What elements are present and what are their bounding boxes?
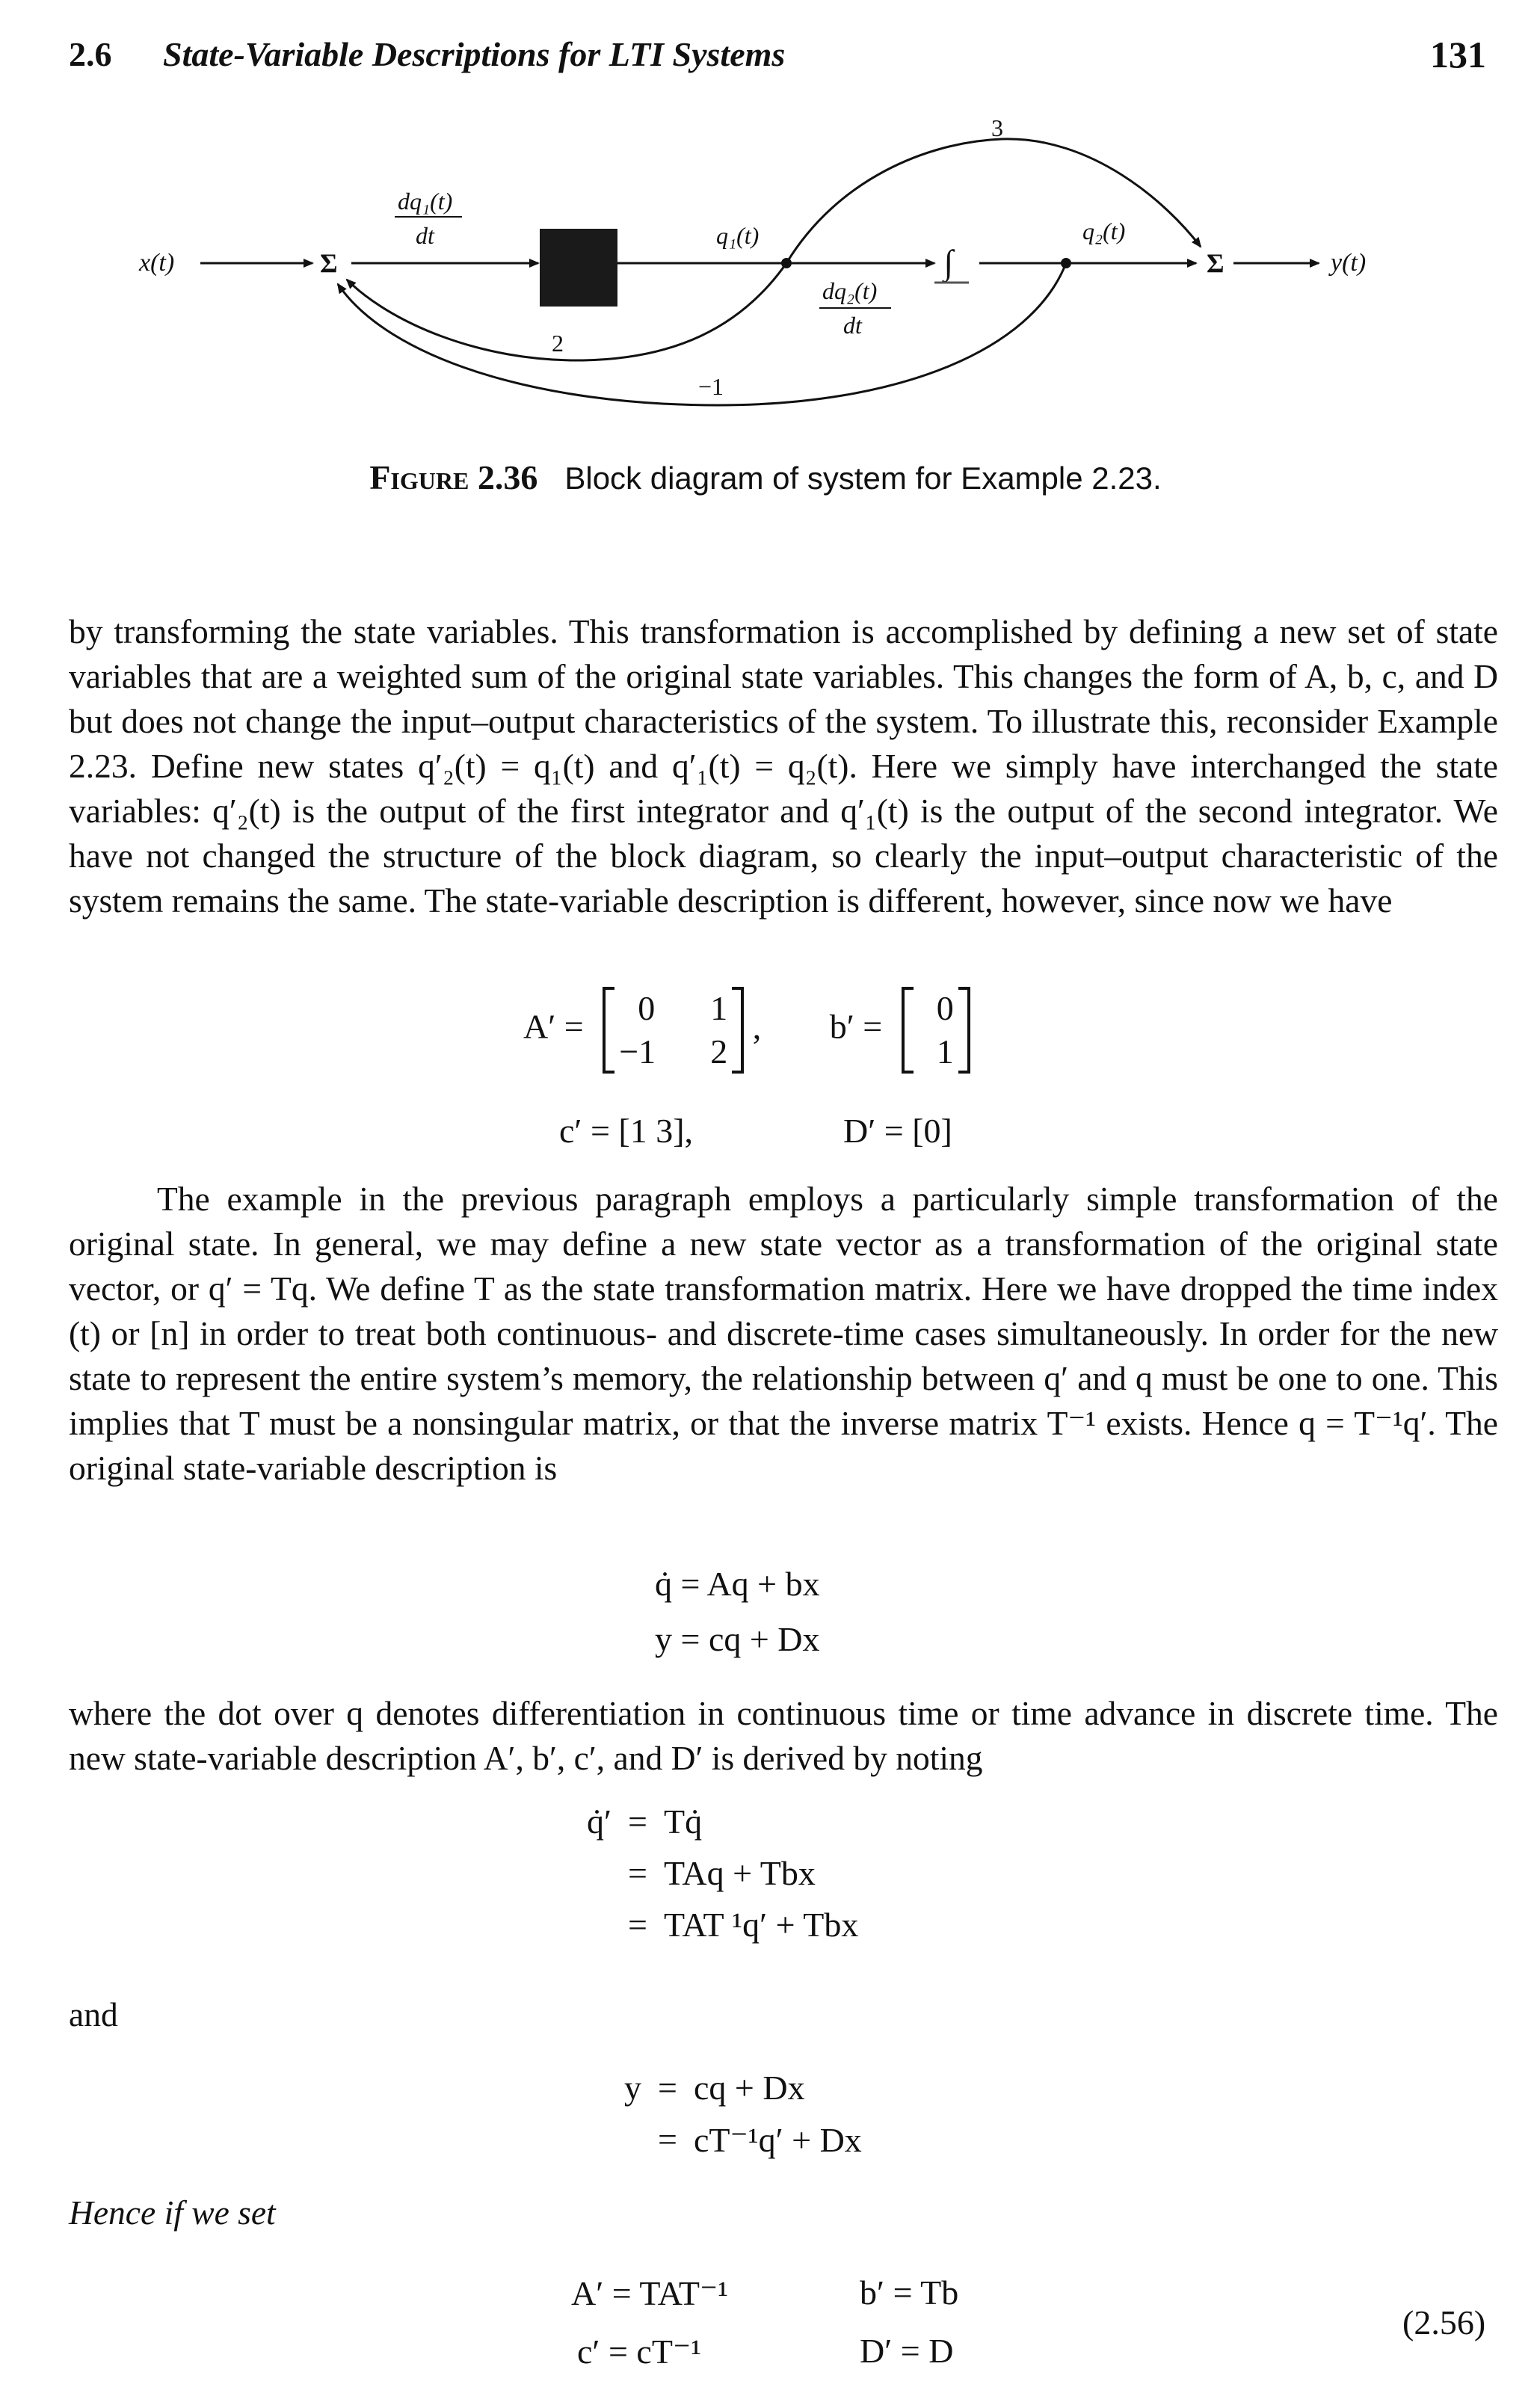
- figure-caption-label: Figure 2.36: [369, 458, 538, 496]
- result-bprime: b′ = Tb: [860, 2273, 959, 2312]
- equation-output: y = cq + Dx: [655, 1620, 820, 1658]
- block-diagram: [0, 97, 1531, 456]
- page-number: 131: [1430, 34, 1486, 76]
- derivation-y-line-2: cT⁻¹q′ + Dx: [694, 2121, 862, 2159]
- bprime-r1: 0: [936, 989, 954, 1027]
- section-title: State-Variable Descriptions for LTI Systems: [163, 35, 786, 73]
- equation-number: (2.56): [1402, 2303, 1486, 2341]
- bprime-matrix: [902, 987, 970, 1074]
- derivation-y: y = cq + Dx = cT⁻¹q′ + Dx: [544, 2068, 862, 2160]
- derivation-y-lhs: y: [624, 2069, 641, 2107]
- Aprime-r2c2: 2: [710, 1032, 728, 1071]
- dq1-denominator: dt: [416, 222, 434, 249]
- derivation-line-1: Tq̇: [664, 1802, 703, 1841]
- gain-neg1-label: −1: [698, 373, 724, 400]
- derivation-lhs: q̇′: [586, 1802, 612, 1841]
- equation-state: q̇ = Aq + bx: [655, 1565, 820, 1603]
- q2-label: q₂(t): [1082, 218, 1126, 244]
- input-label: x(t): [139, 249, 175, 277]
- paragraph-2: The example in the previous paragraph employs a particularly simple transformation of the original state. In general, we may define a new state vector as a transformation of the original state vector, or q′ = Tq. We define T as the state transformation matrix. Here we have dropped the time index (t) or [n] in order to treat both continuous- and discrete-time cases simultaneously. In order for the new state to represent the entire system’s memory, the relationship between q′ and q must be one to one. This implies that T must be a nonsingular matrix, or that the inverse matrix T⁻¹ exists. Hence q = T⁻¹q′. The original state-variable description is: [69, 1180, 1498, 1487]
- result-cprime: c′ = cT⁻¹: [577, 2332, 702, 2371]
- gain-2-label: 2: [552, 330, 564, 357]
- paragraph-3: where the dot over q denotes differentiation in continuous time or time advance in discrete time. The new state-variable description A′, b′, c′, and D′ is derived by noting: [69, 1694, 1498, 1777]
- figure-caption-text: Block diagram of system for Example 2.23.: [564, 461, 1162, 496]
- gain-3-label: 3: [991, 114, 1003, 141]
- bprime-r2: 1: [936, 1032, 954, 1071]
- Aprime-r1c1: 0: [638, 989, 656, 1027]
- integrator-block-1: [540, 229, 617, 307]
- equation-Dprime: D′ = [0]: [843, 1112, 952, 1150]
- equation-cprime: c′ = [1 3],: [559, 1112, 694, 1150]
- integrator-symbol-2: ∫: [943, 243, 953, 281]
- dq2-numerator: dq₂(t): [822, 277, 878, 304]
- derivation-line-2: TAq + Tbx: [664, 1854, 816, 1892]
- dq2-denominator: dt: [843, 312, 862, 339]
- sum-node-1: Σ: [320, 248, 338, 278]
- Aprime-matrix: [603, 987, 744, 1074]
- paragraph-1: by transforming the state variables. This transformation is accomplished by defining a new set of state variables that are a weighted sum of the original state variables. This changes the form of A, b, c, and D but does not change the input–output characteristics of the system. To illustrate this, reconsider Example 2.23. Define new states q′₂(t) = q₁(t) and q′₁(t) = q₂(t). Here we simply have interchanged the state variables: q′₂(t) is the output of the first integrator and q′₁(t) is the output of the second integrator. We have not changed the structure of the block diagram, so clearly the input–output characteristic of the system remains the same. The state-variable description is different, however, since now we have: [69, 612, 1498, 920]
- equation-Aprime-bprime: A′ = 0 1 −1 2 , b′ = 0 1: [523, 987, 970, 1074]
- Aprime-r2c1: −1: [619, 1032, 656, 1071]
- dq1-numerator: dq₁(t): [398, 188, 453, 215]
- and-word: and: [69, 1995, 118, 2033]
- Aprime-lhs: A′ =: [523, 1007, 584, 1046]
- hence-text: Hence if we set: [69, 2193, 276, 2232]
- derivation-qprime: q̇′ = Tq̇ = TAq + Tbx = TAT ¹q′ + Tbx: [514, 1802, 858, 1944]
- Aprime-r1c2: 1: [710, 989, 728, 1027]
- derivation-line-3: TAT ¹q′ + Tbx: [664, 1906, 859, 1944]
- derivation-y-line-1: cq + Dx: [694, 2069, 805, 2107]
- q1-label: q₁(t): [716, 222, 760, 249]
- result-Dprime: D′ = D: [860, 2332, 954, 2370]
- section-number: 2.6: [69, 35, 112, 73]
- figure-caption: [0, 458, 1531, 497]
- sum-node-2: Σ: [1207, 248, 1225, 278]
- gain-3-branch: [786, 139, 1201, 263]
- bprime-lhs: b′ =: [829, 1007, 883, 1046]
- output-label: y(t): [1331, 249, 1367, 277]
- result-Aprime: A′ = TAT⁻¹: [571, 2274, 729, 2312]
